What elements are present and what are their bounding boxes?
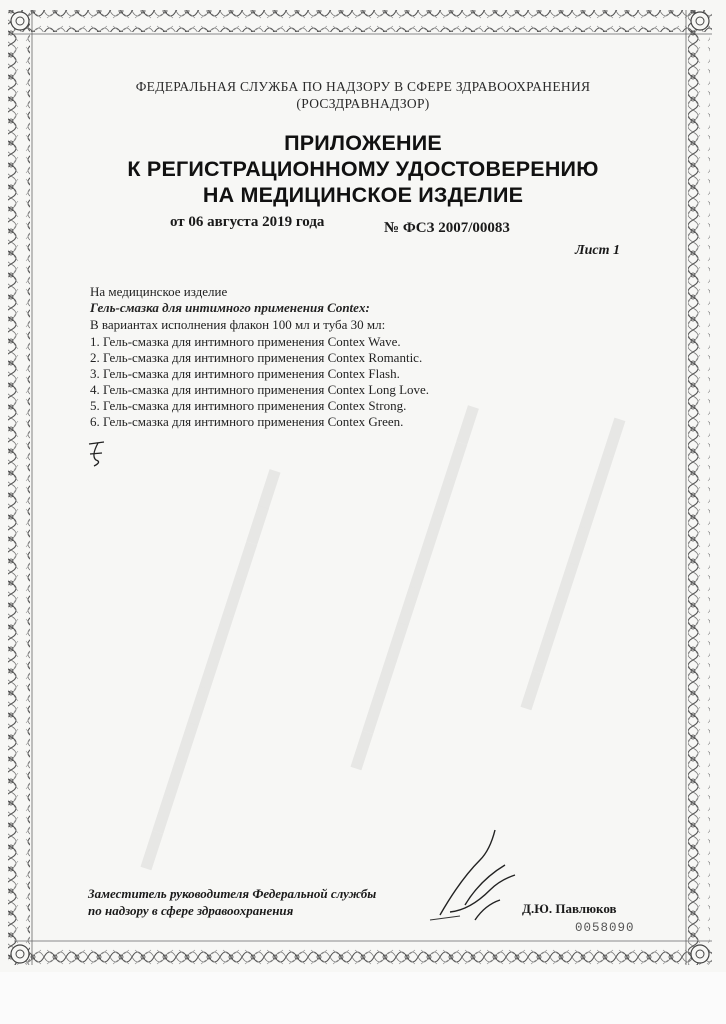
product-name: Гель-смазка для интимного применения Contex: <box>90 300 370 315</box>
document-title-line-1: ПРИЛОЖЕНИЕ <box>284 131 442 155</box>
watermark-decoration: ▬▬▬▬▬▬▬▬▬▬ <box>330 398 488 773</box>
signatory-name: Д.Ю. Павлюков <box>522 901 617 916</box>
form-serial-number: 0058090 <box>575 921 635 935</box>
agency-name: ФЕДЕРАЛЬНАЯ СЛУЖБА ПО НАДЗОРУ В СФЕРЕ ЗДРАВООХРАНЕНИЯ <box>135 79 591 94</box>
document-title-line-2: К РЕГИСТРАЦИОННОМУ УДОСТОВЕРЕНИЮ <box>127 157 599 181</box>
issue-date: от 06 августа 2019 года <box>170 214 325 230</box>
closing-mark <box>86 436 126 472</box>
variants-text: В вариантах исполнения флакон 100 мл и туба 30 мл: <box>90 317 386 332</box>
list-item: 3. Гель-смазка для интимного применения Contex Flash. <box>90 366 400 381</box>
signatory-position-line-2: по надзору в сфере здравоохранения <box>88 903 294 918</box>
registration-number: № ФСЗ 2007/00083 <box>384 220 510 236</box>
signatory-position-line-1: Заместитель руководителя Федеральной службы <box>88 886 377 901</box>
list-item: 2. Гель-смазка для интимного применения Contex Romantic. <box>90 350 423 365</box>
list-item: 1. Гель-смазка для интимного применения Contex Wave. <box>90 334 401 349</box>
agency-abbreviation: (РОСЗДРАВНАДЗОР) <box>296 96 430 111</box>
watermark-decoration: ▬▬▬▬▬▬▬▬▬▬▬ <box>120 462 290 873</box>
list-item: 4. Гель-смазка для интимного применения Contex Long Love. <box>90 382 430 397</box>
list-item: 6. Гель-смазка для интимного применения Contex Green. <box>90 414 404 429</box>
sheet-number: Лист 1 <box>575 243 620 258</box>
list-item: 5. Гель-смазка для интимного применения Contex Strong. <box>90 398 407 413</box>
intro-text: На медицинское изделие <box>90 284 228 299</box>
document-title-line-3: НА МЕДИЦИНСКОЕ ИЗДЕЛИЕ <box>202 183 524 207</box>
watermark-decoration: ▬▬▬▬▬▬▬▬ <box>500 410 634 713</box>
